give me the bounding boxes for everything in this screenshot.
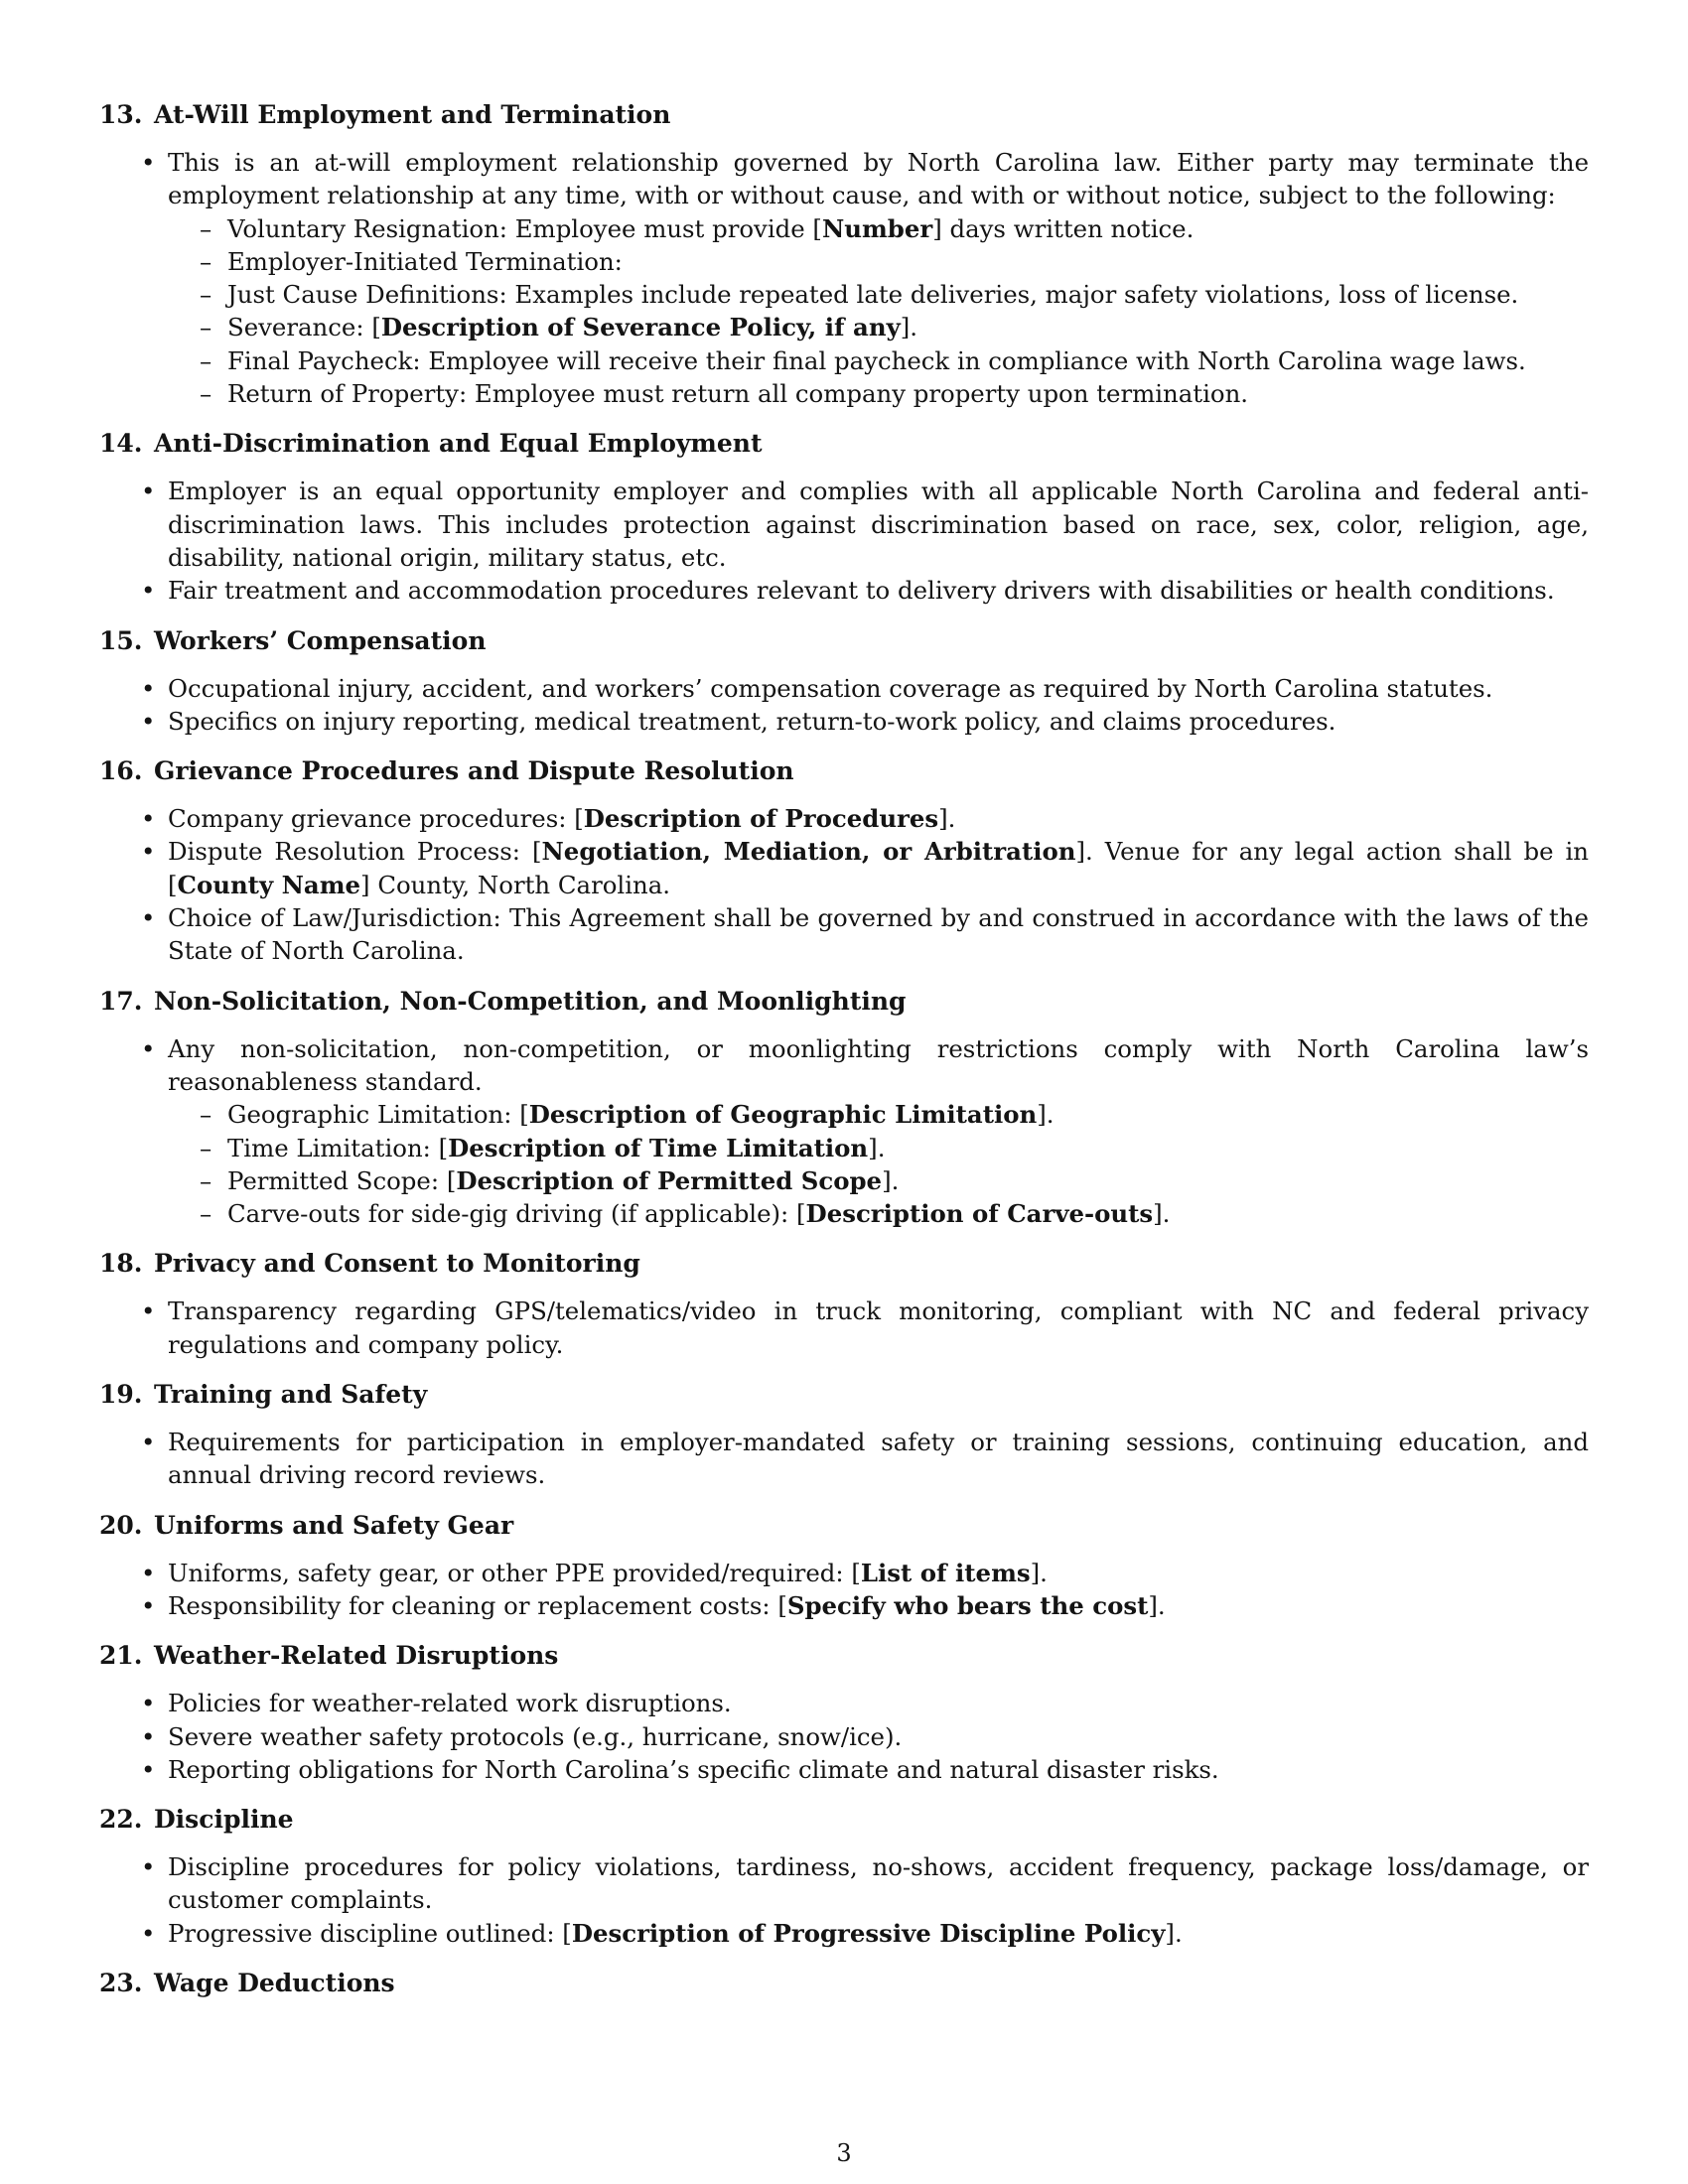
bullet-item [99,1295,1589,1361]
placeholder-field: Description of Procedures [583,804,939,834]
bullet-item [99,475,1589,574]
bullet-text [168,1557,1589,1589]
bullet-text [168,475,1589,574]
bullet-text [168,1687,1589,1719]
dash-item [168,1164,1589,1197]
bullet-item [99,146,1589,410]
bullet-text [168,901,1589,968]
bullet-item [99,574,1589,607]
bullet-list [99,1295,1589,1361]
bullet-text [168,802,1589,835]
bullet-list [99,1032,1589,1231]
text-run: Responsibility for cleaning or replacement costs: [ [168,1590,787,1620]
text-run: Discipline procedures for policy violations, tardiness, no-shows, accident frequency, package loss/damage, or customer complaints. [168,1852,1589,1915]
text-run: Just Cause Definitions: Examples include repeated late deliveries, major safety violations, loss of license. [227,280,1519,310]
placeholder-field: Negotiation, Mediation, or Arbitration [541,837,1076,867]
section-number: 23. [99,1968,143,1997]
bullet-text [168,1032,1589,1099]
bullet-list [99,802,1589,967]
dash-item [168,245,1589,278]
text-run: Time Limitation: [ [227,1133,449,1162]
dash-item [168,212,1589,245]
bullet-text [168,1753,1589,1786]
bullet-text [168,1295,1589,1361]
bullet-list [99,672,1589,739]
section-title: Wage Deductions [154,1968,395,1997]
text-run: Final Paycheck: Employee will receive their final paycheck in compliance with North Carolina wage laws. [227,345,1526,375]
bullet-text [168,835,1589,901]
bullet-item [99,1032,1589,1231]
bullet-item [99,1753,1589,1786]
section-number: 20. [99,1510,143,1540]
bullet-text [168,1589,1589,1622]
text-run: Severance: [ [227,313,381,342]
text-run: Choice of Law/Jurisdiction: This Agreement shall be governed by and construed in accordance with the laws of the State of North Carolina. [168,903,1589,966]
text-run: This is an at-will employment relationship governed by North Carolina law. Either party may terminate the employment relationship at any time, with or without cause, and with or without notice, subject to the following: [168,148,1589,210]
text-run: Progressive discipline outlined: [ [168,1918,572,1948]
section-heading [99,753,1589,789]
text-run: Company grievance procedures: [ [168,804,584,834]
text-run: Any non-solicitation, non-competition, or moonlighting restrictions comply with North Carolina law’s reasonableness standard. [168,1033,1589,1096]
section-number: 13. [99,100,143,129]
section-heading [99,1802,1589,1838]
text-run: Carve-outs for side-gig driving (if applicable): [ [227,1199,806,1229]
text-run: Uniforms, safety gear, or other PPE provided/required: [ [168,1558,861,1587]
bullet-text [168,1917,1589,1950]
bullet-list [99,146,1589,410]
bullet-item [99,1687,1589,1719]
section-number: 19. [99,1380,143,1410]
bullet-item [99,672,1589,705]
dash-item [168,1197,1589,1230]
placeholder-field: Number [821,213,933,243]
section-heading [99,1377,1589,1413]
section-heading [99,426,1589,462]
section-number: 22. [99,1805,143,1835]
bullet-list [99,1687,1589,1786]
section-heading [99,623,1589,659]
section-title: Uniforms and Safety Gear [154,1510,514,1540]
text-run: Specifics on injury reporting, medical treatment, return-to-work policy, and claims procedures. [168,706,1336,736]
text-run: Geographic Limitation: [ [227,1100,529,1130]
text-run: Policies for weather-related work disruptions. [168,1689,732,1718]
bullet-text [168,1850,1589,1917]
text-run: Return of Property: Employee must return all company property upon termination. [227,379,1249,409]
bullet-item [99,1426,1589,1492]
section-heading [99,1966,1589,2001]
section [99,623,1589,739]
section [99,1508,1589,1623]
bullet-item [99,705,1589,738]
bullet-text [168,574,1589,607]
section-title: Workers’ Compensation [154,625,487,655]
section-title: Anti-Discrimination and Equal Employment [154,429,763,459]
text-run: ]. [938,804,956,834]
section-number: 16. [99,756,143,786]
section-title: Privacy and Consent to Monitoring [154,1249,640,1279]
section-title: At-Will Employment and Termination [154,100,671,129]
text-run: ]. Venue for any legal action shall be in [ [168,837,1589,899]
section-heading [99,1638,1589,1674]
section [99,984,1589,1231]
section-number: 18. [99,1249,143,1279]
section-heading [99,1246,1589,1282]
dash-item [168,278,1589,311]
section [99,97,1589,410]
text-run: ]. [868,1133,886,1162]
section [99,1802,1589,1950]
text-run: ]. [1148,1590,1166,1620]
section-number: 15. [99,625,143,655]
section [99,1377,1589,1492]
placeholder-field: Description of Permitted Scope [456,1165,883,1195]
text-run: Dispute Resolution Process: [ [168,837,542,867]
bullet-item [99,1917,1589,1950]
bullet-list [99,1557,1589,1623]
dash-item [168,344,1589,377]
section-heading [99,97,1589,133]
text-run: Occupational injury, accident, and workers’ compensation coverage as required by North Carolina statutes. [168,673,1493,703]
bullet-item [99,1589,1589,1622]
document-body [99,97,1589,2017]
dash-list [168,1098,1589,1230]
text-run: Fair treatment and accommodation procedures relevant to delivery drivers with disabilities or health conditions. [168,576,1555,606]
section-title: Weather-Related Disruptions [154,1641,559,1671]
dash-item [168,1098,1589,1131]
text-run: ] days written notice. [932,213,1195,243]
dash-item [168,377,1589,410]
section [99,753,1589,967]
section [99,426,1589,607]
text-run: ]. [1165,1918,1183,1948]
text-run: Transparency regarding GPS/telematics/video in truck monitoring, compliant with NC and federal privacy regulations and company policy. [168,1297,1589,1359]
placeholder-field: Description of Geographic Limitation [528,1100,1038,1130]
section-number: 21. [99,1641,143,1671]
text-run: ]. [900,313,918,342]
text-run: ]. [1037,1100,1055,1130]
bullet-item [99,802,1589,835]
bullet-item [99,901,1589,968]
text-run: ]. [1153,1199,1171,1229]
text-run: Severe weather safety protocols (e.g., hurricane, snow/ice). [168,1721,903,1751]
text-run: Permitted Scope: [ [227,1165,457,1195]
bullet-item [99,835,1589,901]
bullet-list [99,1850,1589,1950]
placeholder-field: List of items [860,1558,1031,1587]
bullet-item [99,1720,1589,1753]
text-run: Voluntary Resignation: Employee must provide [ [227,213,822,243]
bullet-text [168,146,1589,212]
text-run: ]. [882,1165,900,1195]
section-heading [99,984,1589,1020]
placeholder-field: Description of Carve-outs [805,1199,1154,1229]
placeholder-field: County Name [177,870,361,899]
bullet-item [99,1557,1589,1589]
placeholder-field: Description of Severance Policy, if any [380,313,901,342]
section-title: Training and Safety [154,1380,428,1410]
bullet-text [168,705,1589,738]
text-run: ] County, North Carolina. [360,870,671,899]
placeholder-field: Description of Progressive Discipline Policy [571,1918,1166,1948]
section-title: Non-Solicitation, Non-Competition, and Moonlighting [154,986,907,1016]
dash-list [168,212,1589,411]
bullet-list [99,1426,1589,1492]
placeholder-field: Description of Time Limitation [448,1133,869,1162]
section [99,1246,1589,1361]
bullet-item [99,1850,1589,1917]
dash-item [168,311,1589,343]
text-run: Employer is an equal opportunity employer and complies with all applicable North Carolina and federal anti-discrimination laws. This includes protection against discrimination based on race, sex, color, religion, age, disability, national origin, military status, etc. [168,477,1589,572]
bullet-text [168,1426,1589,1492]
bullet-list [99,475,1589,607]
section-number: 14. [99,429,143,459]
text-run: ]. [1030,1558,1048,1587]
section [99,1638,1589,1786]
bullet-text [168,1720,1589,1753]
section-number: 17. [99,986,143,1016]
bullet-text [168,672,1589,705]
text-run: Requirements for participation in employer-mandated safety or training sessions, continuing education, and annual driving record reviews. [168,1428,1589,1490]
section-title: Discipline [154,1805,294,1835]
section [99,1966,1589,2001]
text-run: Employer-Initiated Termination: [227,246,623,276]
page-number: 3 [836,2139,852,2167]
section-title: Grievance Procedures and Dispute Resolution [154,756,794,786]
placeholder-field: Specify who bears the cost [786,1590,1149,1620]
text-run: Reporting obligations for North Carolina’s specific climate and natural disaster risks. [168,1754,1219,1784]
dash-item [168,1132,1589,1164]
section-heading [99,1508,1589,1544]
